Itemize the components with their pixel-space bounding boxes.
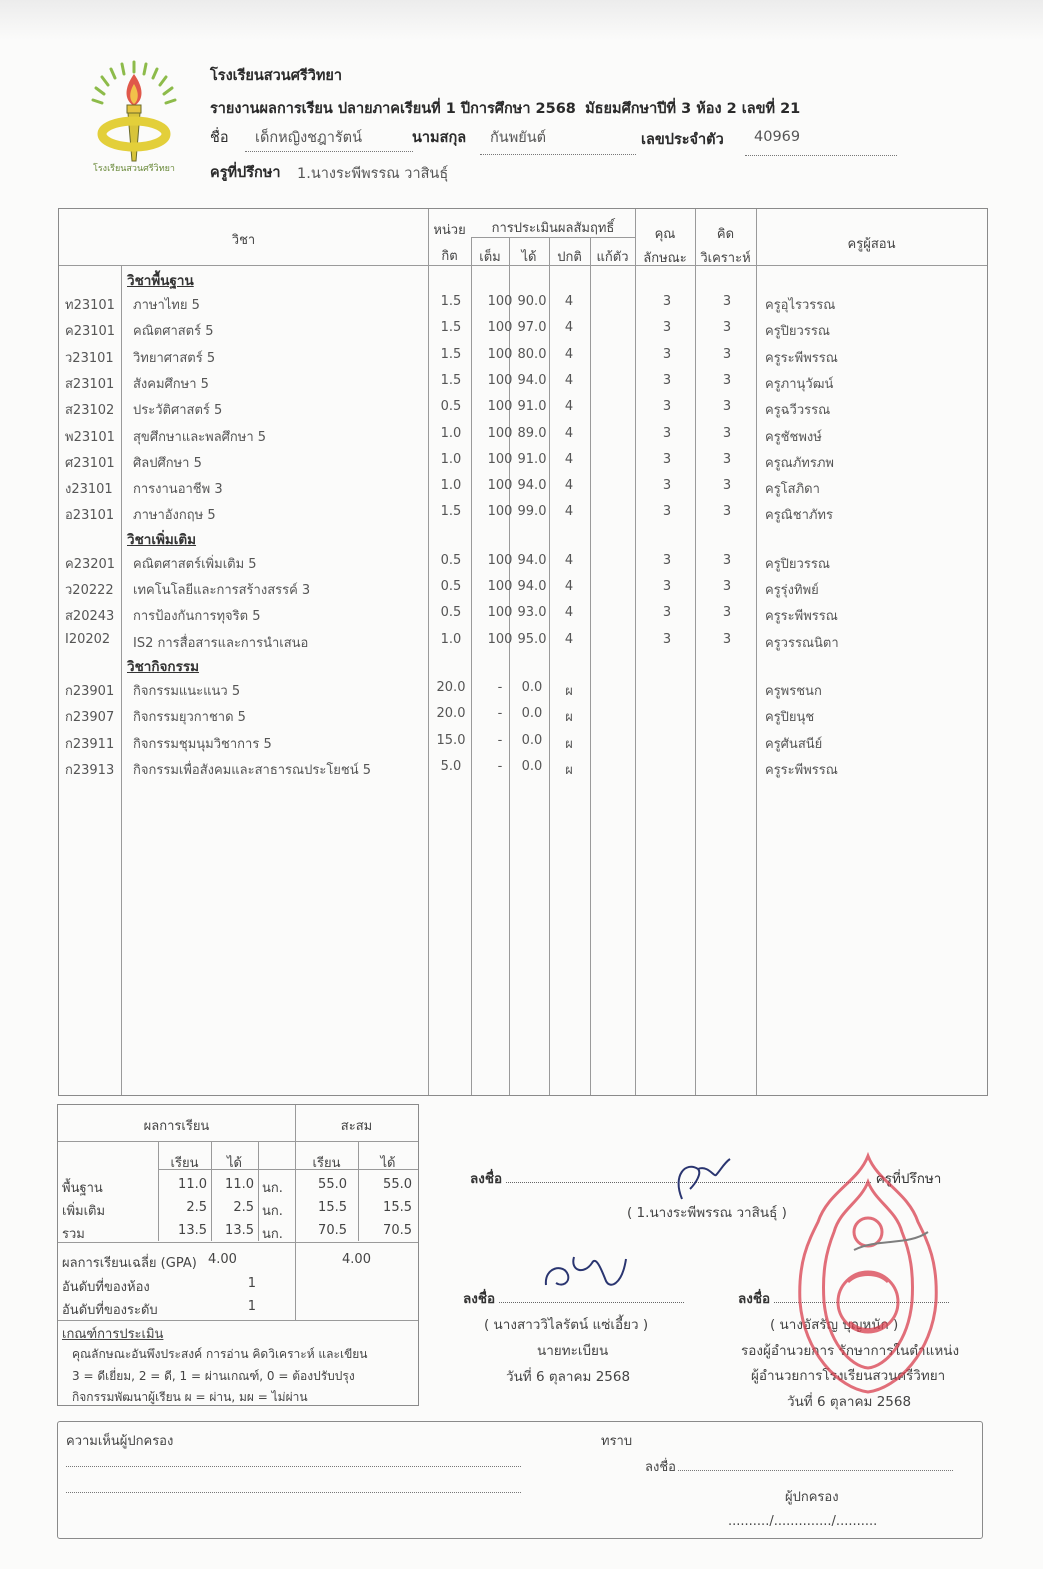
earned-header: ได้ bbox=[227, 1156, 242, 1171]
subject-name: คณิตศาสตร์เพิ่มเติม 5 bbox=[133, 556, 257, 572]
summary-acc-studied: 55.0 bbox=[318, 1177, 347, 1192]
thinking-score: 3 bbox=[722, 399, 732, 415]
summary-unit: นก. bbox=[262, 1204, 283, 1219]
table-row bbox=[59, 315, 987, 341]
summary-acc-studied: 70.5 bbox=[318, 1223, 347, 1238]
full-score: 100 bbox=[487, 346, 513, 362]
header-remedial: แก้ตัว bbox=[596, 250, 629, 265]
full-score: 100 bbox=[487, 478, 513, 494]
table-row bbox=[59, 627, 987, 653]
class-info: มัธยมศึกษาปีที่ 3 ห้อง 2 เลขที่ 21 bbox=[585, 101, 801, 117]
thinking-score: 3 bbox=[722, 372, 732, 388]
acc-earned-header: ได้ bbox=[380, 1156, 396, 1171]
registrar-date: วันที่ 6 ตุลาคม 2568 bbox=[506, 1369, 631, 1385]
earned-score: 0.0 bbox=[521, 732, 543, 748]
full-score: - bbox=[497, 732, 503, 748]
teacher-name: ครูวรรณนิตา bbox=[765, 635, 839, 651]
subject-name: สุขศึกษาและพลศึกษา 5 bbox=[133, 429, 267, 445]
subject-name: การงานอาชีพ 3 bbox=[133, 482, 223, 498]
header-teacher: ครูผู้สอน bbox=[847, 237, 896, 252]
subject-code: ก23901 bbox=[65, 683, 115, 699]
table-row bbox=[59, 701, 987, 727]
student-id-label: เลขประจำตัว bbox=[641, 132, 724, 148]
full-score: 100 bbox=[487, 372, 513, 388]
director-role-1: รองผู้อำนวยการ รักษาการในตำแหน่ง bbox=[741, 1343, 960, 1359]
results-label: ผลการเรียน bbox=[143, 1119, 210, 1134]
summary-acc-earned: 70.5 bbox=[383, 1223, 412, 1238]
parent-comment-box bbox=[57, 1421, 983, 1539]
table-row bbox=[59, 499, 987, 525]
parent-date-field[interactable]: ........../............../.......... bbox=[728, 1514, 878, 1529]
credit-value: 1.0 bbox=[440, 451, 462, 467]
header-char-2: ลักษณะ bbox=[643, 251, 687, 266]
subject-code: ก23913 bbox=[65, 762, 115, 778]
summary-unit: นก. bbox=[262, 1227, 283, 1242]
subject-code: ว23101 bbox=[65, 350, 114, 366]
character-score: 3 bbox=[662, 631, 672, 647]
full-score: 100 bbox=[487, 552, 513, 568]
teacher-name: ครูรุ่งทิพย์ bbox=[765, 583, 819, 598]
earned-score: 93.0 bbox=[517, 605, 547, 621]
earned-score: 91.0 bbox=[517, 399, 547, 415]
director-role-2: ผู้อำนวยการโรงเรียนสวนศรีวิทยา bbox=[751, 1368, 946, 1384]
character-score: 3 bbox=[662, 294, 672, 309]
full-score: - bbox=[497, 706, 503, 722]
grade-value: 4 bbox=[564, 451, 574, 467]
thinking-score: 3 bbox=[722, 631, 732, 647]
header-think-2: วิเคราะห์ bbox=[700, 251, 751, 266]
class-rank-value: 1 bbox=[247, 1276, 256, 1291]
grade-value: 4 bbox=[564, 294, 574, 309]
summary-acc-earned: 15.5 bbox=[383, 1200, 412, 1215]
header-char-1: คุณ bbox=[654, 227, 676, 242]
grade-value: 4 bbox=[564, 425, 574, 441]
grade-value: 4 bbox=[564, 605, 574, 621]
subject-name: ภาษาไทย 5 bbox=[133, 298, 200, 313]
credit-value: 15.0 bbox=[436, 732, 466, 748]
teacher-name: ครูศันสนีย์ bbox=[765, 736, 823, 752]
thinking-score: 3 bbox=[722, 504, 732, 520]
table-row bbox=[59, 548, 987, 574]
subject-code: ง23101 bbox=[65, 482, 113, 498]
full-score: 100 bbox=[487, 504, 513, 520]
thinking-score: 3 bbox=[722, 579, 732, 594]
character-score: 3 bbox=[662, 451, 672, 467]
grades-table bbox=[58, 208, 988, 1096]
subject-name: สังคมศึกษา 5 bbox=[133, 376, 209, 392]
earned-score: 99.0 bbox=[517, 504, 547, 520]
grade-value: 4 bbox=[564, 320, 574, 336]
registrar-name: ( นางสาววิไลรัตน์ แซ่เอี้ยว ) bbox=[484, 1317, 649, 1333]
group-title: วิชาเพิ่มเติม bbox=[127, 531, 197, 548]
table-row bbox=[59, 447, 987, 473]
character-score: 3 bbox=[662, 399, 672, 415]
gpa-value: 4.00 bbox=[208, 1252, 237, 1267]
registrar-signature-line: ลงชื่อ bbox=[463, 1287, 684, 1309]
table-row bbox=[59, 394, 987, 420]
criteria-line-3: กิจกรรมพัฒนาผู้เรียน ผ = ผ่าน, มผ = ไม่ผ่าน bbox=[72, 1390, 308, 1404]
teacher-name: ครูณิชาภัทร bbox=[765, 508, 833, 524]
thinking-score: 3 bbox=[722, 605, 732, 621]
advisor-value: 1.นางระพีพรรณ วาสินธุ์ bbox=[297, 166, 449, 182]
summary-acc-studied: 15.5 bbox=[318, 1200, 347, 1215]
summary-row-label: พื้นฐาน bbox=[62, 1181, 103, 1196]
thinking-score: 3 bbox=[722, 320, 732, 336]
earned-score: 90.0 bbox=[517, 294, 547, 309]
credit-value: 1.5 bbox=[440, 504, 462, 520]
summary-row-label: รวม bbox=[62, 1227, 85, 1242]
credit-value: 1.5 bbox=[440, 372, 462, 388]
header-got: ได้ bbox=[521, 250, 537, 265]
header-credit-1: หน่วย bbox=[433, 223, 466, 238]
earned-score: 0.0 bbox=[521, 706, 543, 722]
earned-score: 97.0 bbox=[517, 320, 547, 336]
director-name: ( นางอัสรัญ บุญหนัก ) bbox=[770, 1317, 899, 1333]
character-score: 3 bbox=[662, 579, 672, 594]
thinking-score: 3 bbox=[722, 294, 732, 309]
full-score: 100 bbox=[487, 320, 513, 336]
grade-value: 4 bbox=[564, 631, 574, 647]
teacher-name: ครูระพีพรรณ bbox=[765, 350, 838, 366]
logo-text: โรงเรียนสวนศรีวิทยา bbox=[93, 164, 175, 174]
teacher-name: ครูพรชนก bbox=[765, 683, 822, 699]
credit-value: 1.0 bbox=[440, 631, 462, 647]
earned-score: 94.0 bbox=[517, 552, 547, 568]
earned-score: 0.0 bbox=[521, 758, 543, 774]
character-score: 3 bbox=[662, 552, 672, 568]
full-score: 100 bbox=[487, 451, 513, 467]
table-row bbox=[59, 342, 987, 368]
summary-box bbox=[57, 1104, 419, 1406]
earned-score: 95.0 bbox=[517, 631, 547, 647]
earned-score: 94.0 bbox=[517, 579, 547, 594]
grade-value: 4 bbox=[564, 478, 574, 494]
summary-row-label: เพิ่มเติม bbox=[62, 1204, 106, 1219]
report-title bbox=[210, 97, 800, 120]
level-rank-label: อันดับที่ของระดับ bbox=[62, 1303, 158, 1318]
credit-value: 20.0 bbox=[436, 679, 466, 695]
summary-studied: 11.0 bbox=[178, 1177, 207, 1192]
criteria-line-1: คุณลักษณะอันพึงประสงค์ การอ่าน คิดวิเคราะห์ และเขียน bbox=[72, 1347, 368, 1361]
full-score: 100 bbox=[487, 399, 513, 415]
table-row bbox=[59, 473, 987, 499]
school-stamp-icon bbox=[778, 1152, 958, 1404]
name-label: ชื่อ bbox=[210, 130, 229, 146]
gpa-accum-value: 4.00 bbox=[342, 1252, 371, 1267]
acknowledge-label: ทราบ bbox=[601, 1434, 633, 1449]
registrar-role: นายทะเบียน bbox=[537, 1343, 609, 1359]
subject-code: ส20243 bbox=[65, 609, 115, 625]
credit-value: 0.5 bbox=[440, 579, 462, 594]
subject-name: กิจกรรมแนะแนว 5 bbox=[133, 683, 241, 699]
table-row bbox=[59, 368, 987, 394]
subject-name: การป้องกันการทุจริต 5 bbox=[133, 609, 261, 625]
header-subject: วิชา bbox=[231, 233, 256, 248]
credit-value: 0.5 bbox=[440, 605, 462, 621]
grade-value: 4 bbox=[564, 579, 574, 594]
advisor-label: ครูที่ปรึกษา bbox=[210, 165, 281, 181]
teacher-name: ครูภานุวัฒน์ bbox=[765, 376, 834, 392]
advisor-signature-icon bbox=[668, 1155, 738, 1203]
parent-comment-label: ความเห็นผู้ปกครอง bbox=[66, 1434, 174, 1449]
header-assessment: การประเมินผลสัมฤทธิ์ bbox=[491, 221, 615, 236]
teacher-name: ครูณภัทรภพ bbox=[765, 455, 834, 471]
earned-score: 94.0 bbox=[517, 372, 547, 388]
school-logo-icon bbox=[84, 56, 184, 176]
credit-value: 1.5 bbox=[440, 320, 462, 336]
subject-name: กิจกรรมเพื่อสังคมและสาธารณประโยชน์ 5 bbox=[133, 762, 372, 778]
summary-unit: นก. bbox=[262, 1181, 283, 1196]
scan-shadow bbox=[0, 0, 1043, 40]
grade-value: 4 bbox=[564, 399, 574, 415]
full-score: 100 bbox=[487, 294, 513, 309]
teacher-name: ครูระพีพรรณ bbox=[765, 762, 838, 778]
table-row bbox=[59, 574, 987, 600]
header-credit-2: กิต bbox=[441, 249, 458, 264]
character-score: 3 bbox=[662, 372, 672, 388]
credit-value: 0.5 bbox=[440, 552, 462, 568]
name-value: เด็กหญิงชฎารัตน์ bbox=[255, 130, 362, 146]
subject-name: กิจกรรมชุมนุมวิชาการ 5 bbox=[133, 736, 272, 752]
earned-score: 94.0 bbox=[517, 478, 547, 494]
subject-name: ภาษาอังกฤษ 5 bbox=[133, 508, 216, 524]
class-rank-label: อันดับที่ของห้อง bbox=[62, 1280, 150, 1295]
parent-role: ผู้ปกครอง bbox=[785, 1490, 839, 1505]
earned-score: 0.0 bbox=[521, 679, 543, 695]
subject-code: ส23102 bbox=[65, 403, 115, 419]
character-score: 3 bbox=[662, 346, 672, 362]
teacher-name: ครูปิยวรรณ bbox=[765, 556, 830, 572]
subject-name: ประวัติศาสตร์ 5 bbox=[133, 403, 223, 419]
subject-name: คณิตศาสตร์ 5 bbox=[133, 324, 214, 340]
criteria-title: เกณฑ์การประเมิน bbox=[62, 1327, 164, 1342]
thinking-score: 3 bbox=[722, 346, 732, 362]
teacher-name: ครูปิยวรรณ bbox=[765, 324, 830, 340]
criteria-line-2: 3 = ดีเยี่ยม, 2 = ดี, 1 = ผ่านเกณฑ์, 0 = ต้องปรับปรุง bbox=[72, 1369, 355, 1383]
registrar-signature-icon bbox=[540, 1245, 635, 1295]
credit-value: 1.5 bbox=[440, 346, 462, 362]
teacher-name: ครูชัชพงษ์ bbox=[765, 429, 822, 445]
school-name: โรงเรียนสวนศรีวิทยา bbox=[210, 68, 343, 84]
group-title: วิชาพื้นฐาน bbox=[127, 273, 194, 289]
thinking-score: 3 bbox=[722, 425, 732, 441]
teacher-name: ครูโสภิดา bbox=[765, 482, 820, 498]
teacher-name: ครูอุไรวรรณ bbox=[765, 298, 836, 313]
credit-value: 1.0 bbox=[440, 478, 462, 494]
thinking-score: 3 bbox=[722, 451, 732, 467]
subject-code: ก23911 bbox=[65, 736, 115, 752]
surname-label: นามสกุล bbox=[412, 130, 467, 146]
grade-value: 4 bbox=[564, 552, 574, 568]
grade-value: ผ bbox=[565, 736, 573, 752]
teacher-name: ครูระพีพรรณ bbox=[765, 609, 838, 625]
table-row bbox=[59, 289, 987, 315]
subject-code: ก23907 bbox=[65, 710, 115, 726]
full-score: 100 bbox=[487, 605, 513, 621]
subject-name: เทคโนโลยีและการสร้างสรรค์ 3 bbox=[133, 583, 311, 598]
group-title: วิชากิจกรรม bbox=[127, 658, 199, 675]
advisor-signature-line: ลงชื่อ ครูที่ปรึกษา bbox=[470, 1171, 942, 1187]
earned-score: 80.0 bbox=[517, 346, 547, 362]
subject-code: I20202 bbox=[65, 631, 111, 647]
table-row bbox=[59, 675, 987, 701]
full-score: 100 bbox=[487, 579, 513, 594]
character-score: 3 bbox=[662, 320, 672, 336]
teacher-name: ครูปิยนุช bbox=[765, 710, 815, 726]
subject-code: ค23101 bbox=[65, 324, 116, 340]
summary-studied: 2.5 bbox=[186, 1200, 207, 1215]
grade-value: 4 bbox=[564, 372, 574, 388]
summary-studied: 13.5 bbox=[178, 1223, 207, 1238]
subject-name: วิทยาศาสตร์ 5 bbox=[133, 350, 216, 366]
full-score: - bbox=[497, 758, 503, 774]
table-row bbox=[59, 754, 987, 780]
subject-code: อ23101 bbox=[65, 508, 115, 524]
studied-header: เรียน bbox=[170, 1156, 199, 1171]
grade-value: ผ bbox=[565, 762, 573, 778]
subject-code: ส23101 bbox=[65, 376, 115, 392]
summary-acc-earned: 55.0 bbox=[383, 1177, 412, 1192]
surname-value: กันพยันต์ bbox=[490, 130, 547, 146]
character-score: 3 bbox=[662, 504, 672, 520]
grade-value: ผ bbox=[565, 683, 573, 699]
subject-name: กิจกรรมยุวกาชาด 5 bbox=[133, 710, 246, 726]
grade-value: ผ bbox=[565, 710, 573, 726]
thinking-score: 3 bbox=[722, 478, 732, 494]
advisor-name: ( 1.นางระพีพรรณ วาสินธุ์ ) bbox=[627, 1205, 787, 1221]
earned-score: 89.0 bbox=[517, 425, 547, 441]
subject-code: ศ23101 bbox=[65, 455, 115, 471]
gpa-label: ผลการเรียนเฉลี่ย (GPA) bbox=[62, 1256, 197, 1271]
full-score: 100 bbox=[487, 631, 513, 647]
header-normal: ปกติ bbox=[557, 250, 582, 265]
subject-name: IS2 การสื่อสารและการนำเสนอ bbox=[133, 635, 309, 651]
earned-score: 91.0 bbox=[517, 451, 547, 467]
character-score: 3 bbox=[662, 478, 672, 494]
parent-sign-label: ลงชื่อ bbox=[645, 1460, 676, 1475]
character-score: 3 bbox=[662, 425, 672, 441]
subject-code: พ23101 bbox=[65, 429, 115, 445]
header-full: เต็ม bbox=[479, 250, 501, 265]
report-line: รายงานผลการเรียน ปลายภาคเรียนที่ 1 ปีการศึกษา 2568 bbox=[210, 101, 576, 117]
full-score: - bbox=[497, 679, 503, 695]
accum-label: สะสม bbox=[340, 1119, 373, 1134]
table-row bbox=[59, 600, 987, 626]
summary-earned: 2.5 bbox=[233, 1200, 254, 1215]
subject-code: ค23201 bbox=[65, 556, 116, 572]
table-row bbox=[59, 728, 987, 754]
level-rank-value: 1 bbox=[247, 1299, 256, 1314]
acc-studied-header: เรียน bbox=[312, 1156, 341, 1171]
summary-earned: 11.0 bbox=[225, 1177, 254, 1192]
thinking-score: 3 bbox=[722, 552, 732, 568]
credit-value: 1.0 bbox=[440, 425, 462, 441]
director-signature-line: ลงชื่อ bbox=[738, 1287, 949, 1309]
subject-code: ท23101 bbox=[65, 298, 115, 313]
advisor-role: ครูที่ปรึกษา bbox=[875, 1171, 942, 1187]
subject-name: ศิลปศึกษา 5 bbox=[133, 455, 202, 471]
summary-earned: 13.5 bbox=[225, 1223, 254, 1238]
director-date: วันที่ 6 ตุลาคม 2568 bbox=[787, 1394, 912, 1410]
teacher-name: ครูฉวีวรรณ bbox=[765, 403, 831, 419]
header-think-1: คิด bbox=[716, 227, 735, 242]
full-score: 100 bbox=[487, 425, 513, 441]
character-score: 3 bbox=[662, 605, 672, 621]
credit-value: 5.0 bbox=[440, 758, 462, 774]
credit-value: 1.5 bbox=[440, 294, 462, 309]
table-row bbox=[59, 421, 987, 447]
grade-value: 4 bbox=[564, 346, 574, 362]
credit-value: 20.0 bbox=[436, 706, 466, 722]
grade-value: 4 bbox=[564, 504, 574, 520]
subject-code: ว20222 bbox=[65, 583, 114, 598]
credit-value: 0.5 bbox=[440, 399, 462, 415]
student-id-value: 40969 bbox=[754, 129, 801, 145]
